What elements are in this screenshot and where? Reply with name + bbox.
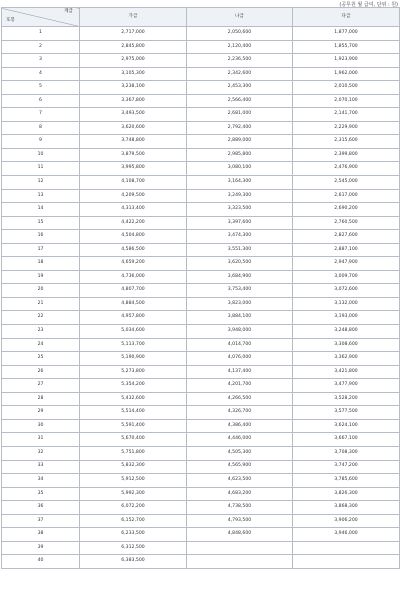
table-row [2, 176, 400, 190]
table-row [2, 108, 400, 122]
salary-cell: 2,681,000 [187, 108, 293, 122]
salary-cell: 2,827,600 [293, 230, 400, 244]
salary-cell: 3,577,500 [293, 406, 400, 420]
step-cell: 7 [2, 108, 80, 122]
table-row [2, 189, 400, 203]
step-cell: 30 [2, 419, 80, 433]
salary-cell: 6,233,500 [80, 528, 187, 542]
salary-cell: 3,879,500 [80, 148, 187, 162]
salary-cell: 2,792,400 [187, 121, 293, 135]
step-cell: 26 [2, 365, 80, 379]
salary-cell: 2,120,400 [187, 40, 293, 54]
salary-cell: 4,386,400 [187, 419, 293, 433]
salary-cell: 4,793,500 [187, 514, 293, 528]
table-row [2, 243, 400, 257]
table-row [2, 94, 400, 108]
table-row [2, 338, 400, 352]
table-row [2, 257, 400, 271]
table-row [2, 514, 400, 528]
salary-cell: 3,868,300 [293, 501, 400, 515]
salary-cell: 3,132,000 [293, 297, 400, 311]
table-row [2, 284, 400, 298]
table-row [2, 487, 400, 501]
step-cell: 31 [2, 433, 80, 447]
salary-cell: 3,367,800 [80, 94, 187, 108]
table-row [2, 541, 400, 555]
salary-cell: 4,738,500 [187, 501, 293, 515]
salary-cell: 2,315,600 [293, 135, 400, 149]
salary-cell: 2,617,000 [293, 189, 400, 203]
table-row [2, 433, 400, 447]
salary-cell: 3,620,500 [187, 257, 293, 271]
salary-cell: 5,992,300 [80, 487, 187, 501]
table-row [2, 297, 400, 311]
salary-cell: 2,947,900 [293, 257, 400, 271]
salary-cell: 3,551,300 [187, 243, 293, 257]
step-cell: 33 [2, 460, 80, 474]
salary-cell: 3,080,100 [187, 162, 293, 176]
unit-note: (공무원 월 급여, 단위 : 원) [339, 2, 398, 8]
step-cell: 16 [2, 230, 80, 244]
salary-cell: 2,141,700 [293, 108, 400, 122]
salary-cell: 4,313,400 [80, 203, 187, 217]
salary-cell: 4,108,700 [80, 176, 187, 190]
salary-cell: 5,514,400 [80, 406, 187, 420]
step-cell: 27 [2, 379, 80, 393]
salary-cell: 3,248,800 [293, 325, 400, 339]
step-cell: 5 [2, 81, 80, 95]
salary-cell: 1,877,000 [293, 27, 400, 41]
salary-cell: 4,736,000 [80, 270, 187, 284]
table-row [2, 311, 400, 325]
salary-cell: 3,164,300 [187, 176, 293, 190]
salary-cell: 3,193,000 [293, 311, 400, 325]
salary-cell: 4,848,600 [187, 528, 293, 542]
step-cell: 13 [2, 189, 80, 203]
salary-cell: 2,399,800 [293, 148, 400, 162]
salary-cell: 3,009,700 [293, 270, 400, 284]
salary-cell: 4,565,900 [187, 460, 293, 474]
table-row [2, 392, 400, 406]
step-cell: 38 [2, 528, 80, 542]
salary-cell: 5,354,200 [80, 379, 187, 393]
salary-cell: 2,453,300 [187, 81, 293, 95]
salary-cell: 2,229,900 [293, 121, 400, 135]
step-cell: 8 [2, 121, 80, 135]
step-cell: 12 [2, 176, 80, 190]
salary-cell: 4,422,200 [80, 216, 187, 230]
salary-cell: 4,326,700 [187, 406, 293, 420]
salary-cell: 3,884,100 [187, 311, 293, 325]
table-row [2, 446, 400, 460]
salary-cell: 3,620,600 [80, 121, 187, 135]
column-header: 가급 [80, 8, 187, 27]
corner-label-step: 호봉 [6, 18, 15, 24]
column-header: 다급 [293, 8, 400, 27]
salary-cell: 1,962,000 [293, 67, 400, 81]
salary-cell: 3,684,900 [187, 270, 293, 284]
salary-cell: 4,957,800 [80, 311, 187, 325]
salary-cell: 4,623,500 [187, 474, 293, 488]
table-row [2, 135, 400, 149]
step-cell: 25 [2, 352, 80, 366]
salary-cell: 3,995,800 [80, 162, 187, 176]
salary-cell: 5,670,400 [80, 433, 187, 447]
step-cell: 2 [2, 40, 80, 54]
table-row [2, 230, 400, 244]
table-row [2, 325, 400, 339]
salary-cell: 4,683,200 [187, 487, 293, 501]
salary-cell: 4,659,200 [80, 257, 187, 271]
table-row [2, 352, 400, 366]
salary-cell: 6,072,200 [80, 501, 187, 515]
salary-cell: 4,201,700 [187, 379, 293, 393]
table-row [2, 27, 400, 41]
step-cell: 24 [2, 338, 80, 352]
step-cell: 20 [2, 284, 80, 298]
step-cell: 22 [2, 311, 80, 325]
salary-cell: 4,446,000 [187, 433, 293, 447]
salary-cell: 2,717,000 [80, 27, 187, 41]
salary-cell: 2,342,600 [187, 67, 293, 81]
salary-cell [187, 541, 293, 555]
salary-cell: 2,476,900 [293, 162, 400, 176]
salary-cell: 4,505,300 [187, 446, 293, 460]
salary-cell: 3,323,500 [187, 203, 293, 217]
salary-cell: 4,504,800 [80, 230, 187, 244]
salary-cell: 2,050,600 [187, 27, 293, 41]
salary-cell: 3,708,300 [293, 446, 400, 460]
table-row [2, 162, 400, 176]
salary-cell: 3,748,800 [80, 135, 187, 149]
salary-cell: 2,845,800 [80, 40, 187, 54]
salary-cell: 3,528,200 [293, 392, 400, 406]
step-cell: 23 [2, 325, 80, 339]
salary-cell: 2,545,000 [293, 176, 400, 190]
salary-cell: 4,137,400 [187, 365, 293, 379]
salary-cell: 5,432,600 [80, 392, 187, 406]
salary-cell: 2,985,800 [187, 148, 293, 162]
step-cell: 39 [2, 541, 80, 555]
salary-cell: 5,832,300 [80, 460, 187, 474]
salary-cell: 2,236,500 [187, 54, 293, 68]
table-row [2, 528, 400, 542]
salary-cell: 4,807,700 [80, 284, 187, 298]
step-cell: 17 [2, 243, 80, 257]
table-row [2, 365, 400, 379]
table-row [2, 121, 400, 135]
salary-cell: 5,591,400 [80, 419, 187, 433]
step-cell: 19 [2, 270, 80, 284]
salary-cell: 5,912,500 [80, 474, 187, 488]
table-body [2, 27, 400, 569]
salary-cell: 4,014,700 [187, 338, 293, 352]
salary-cell: 2,010,500 [293, 81, 400, 95]
column-header: 나급 [187, 8, 293, 27]
salary-cell: 5,190,900 [80, 352, 187, 366]
table-row [2, 40, 400, 54]
table-row [2, 419, 400, 433]
salary-cell: 2,975,000 [80, 54, 187, 68]
table-row [2, 474, 400, 488]
salary-cell [293, 541, 400, 555]
salary-cell: 5,034,600 [80, 325, 187, 339]
step-cell: 9 [2, 135, 80, 149]
salary-cell: 3,397,600 [187, 216, 293, 230]
step-cell: 11 [2, 162, 80, 176]
step-cell: 14 [2, 203, 80, 217]
salary-cell [187, 555, 293, 569]
salary-cell: 2,889,000 [187, 135, 293, 149]
salary-cell: 3,753,400 [187, 284, 293, 298]
salary-cell: 3,072,600 [293, 284, 400, 298]
table-header [2, 8, 400, 27]
salary-cell: 3,667,100 [293, 433, 400, 447]
step-cell: 34 [2, 474, 80, 488]
salary-cell: 3,421,800 [293, 365, 400, 379]
salary-cell: 5,273,800 [80, 365, 187, 379]
table-row [2, 406, 400, 420]
corner-header-cell [2, 8, 80, 27]
step-cell: 36 [2, 501, 80, 515]
salary-cell: 3,946,000 [293, 528, 400, 542]
salary-cell: 2,690,200 [293, 203, 400, 217]
salary-cell: 4,884,500 [80, 297, 187, 311]
step-cell: 6 [2, 94, 80, 108]
step-cell: 28 [2, 392, 80, 406]
step-cell: 35 [2, 487, 80, 501]
salary-cell: 2,566,400 [187, 94, 293, 108]
step-cell: 21 [2, 297, 80, 311]
salary-cell: 6,152,700 [80, 514, 187, 528]
step-cell: 1 [2, 27, 80, 41]
salary-cell: 3,249,300 [187, 189, 293, 203]
salary-cell: 4,076,000 [187, 352, 293, 366]
table-row [2, 379, 400, 393]
step-cell: 40 [2, 555, 80, 569]
salary-table [1, 7, 400, 569]
salary-cell: 3,477,900 [293, 379, 400, 393]
table-row [2, 270, 400, 284]
step-cell: 10 [2, 148, 80, 162]
corner-label-grade: 계급 [64, 9, 73, 14]
salary-cell: 4,266,500 [187, 392, 293, 406]
table-row [2, 216, 400, 230]
header-row [2, 8, 400, 27]
salary-cell: 1,923,900 [293, 54, 400, 68]
salary-cell: 3,826,300 [293, 487, 400, 501]
salary-cell: 3,906,200 [293, 514, 400, 528]
salary-cell: 1,855,700 [293, 40, 400, 54]
salary-cell: 3,948,000 [187, 325, 293, 339]
table-row [2, 501, 400, 515]
step-cell: 4 [2, 67, 80, 81]
table-row [2, 460, 400, 474]
salary-cell: 3,624,100 [293, 419, 400, 433]
salary-cell: 2,760,500 [293, 216, 400, 230]
step-cell: 15 [2, 216, 80, 230]
table-row [2, 148, 400, 162]
salary-cell: 3,493,500 [80, 108, 187, 122]
salary-cell: 3,105,300 [80, 67, 187, 81]
table-row [2, 54, 400, 68]
step-cell: 32 [2, 446, 80, 460]
step-cell: 37 [2, 514, 80, 528]
salary-cell: 3,362,900 [293, 352, 400, 366]
salary-cell: 3,308,600 [293, 338, 400, 352]
table-row [2, 203, 400, 217]
salary-cell: 5,113,700 [80, 338, 187, 352]
salary-cell: 2,070,100 [293, 94, 400, 108]
table-row [2, 67, 400, 81]
step-cell: 29 [2, 406, 80, 420]
salary-cell: 4,209,500 [80, 189, 187, 203]
salary-cell: 6,312,500 [80, 541, 187, 555]
salary-cell: 3,823,000 [187, 297, 293, 311]
salary-cell: 2,887,100 [293, 243, 400, 257]
table-row [2, 555, 400, 569]
table-row [2, 81, 400, 95]
salary-cell: 3,785,600 [293, 474, 400, 488]
salary-cell: 4,586,500 [80, 243, 187, 257]
step-cell: 3 [2, 54, 80, 68]
step-cell: 18 [2, 257, 80, 271]
salary-cell [293, 555, 400, 569]
salary-cell: 6,383,500 [80, 555, 187, 569]
salary-cell: 5,751,800 [80, 446, 187, 460]
salary-cell: 3,474,300 [187, 230, 293, 244]
salary-cell: 3,747,200 [293, 460, 400, 474]
salary-cell: 3,238,100 [80, 81, 187, 95]
